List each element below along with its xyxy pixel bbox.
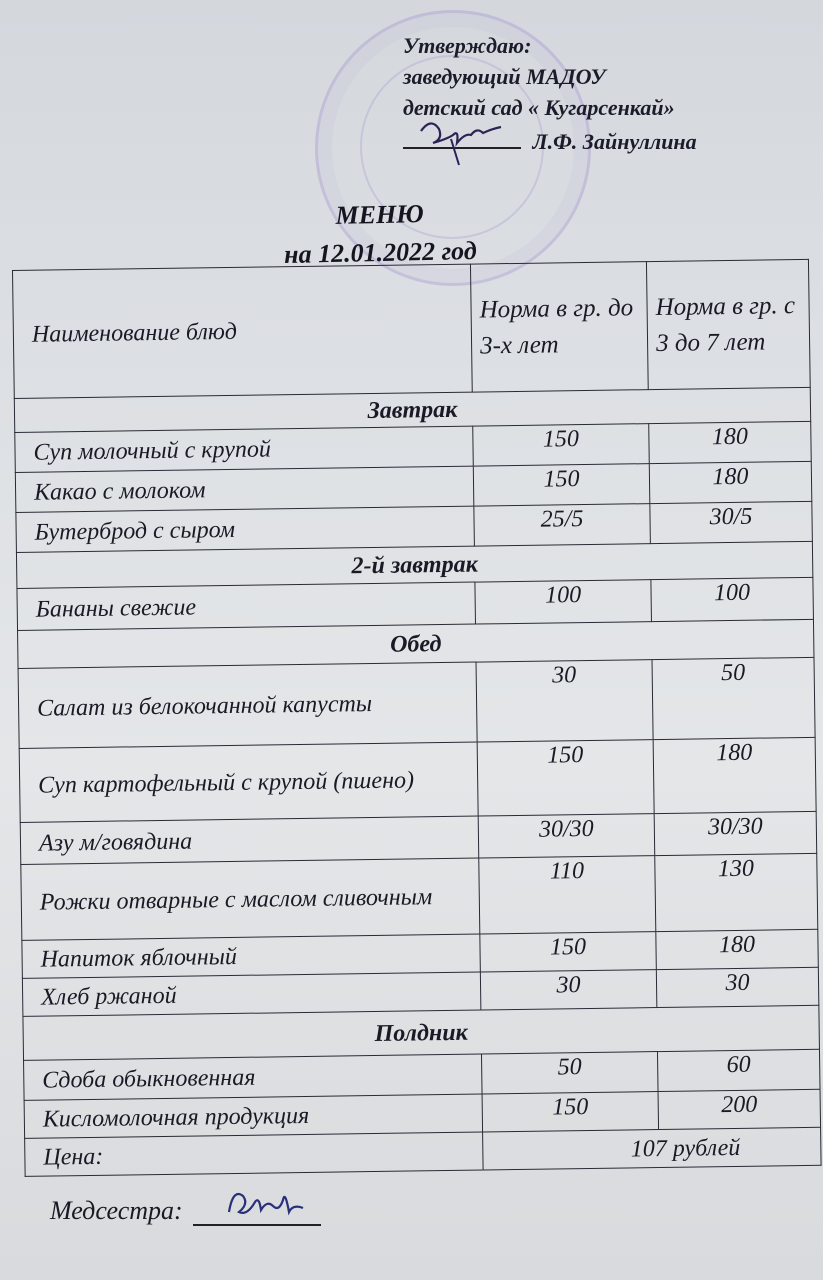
section-title: Полдник [23,1005,820,1060]
dish-name: Какао с молоком [15,466,474,512]
norm-under-3: 30 [480,970,657,1010]
norm-3-to-7: 60 [657,1049,820,1091]
approval-position: заведующий МАДОУ [403,64,606,89]
norm-3-to-7: 30/30 [654,811,817,855]
nurse-signature [193,1198,321,1226]
header-dish-name: Наименование блюд [13,264,473,398]
norm-3-to-7: 180 [656,929,819,969]
approval-block [403,30,697,157]
norm-under-3: 50 [481,1052,658,1094]
norm-3-to-7: 180 [649,421,812,463]
nurse-signature-block [50,1196,321,1226]
dish-name: Бутерброд с сыром [16,506,475,552]
norm-3-to-7: 50 [652,657,815,739]
norm-under-3: 25/5 [474,504,651,546]
norm-3-to-7: 180 [649,461,812,503]
norm-under-3: 110 [479,856,656,934]
table-row [18,657,815,748]
dish-name: Хлеб ржаной [22,972,480,1016]
norm-under-3: 150 [477,740,654,816]
approval-heading: Утверждаю: [403,33,532,58]
norm-under-3: 150 [480,932,657,972]
norm-under-3: 150 [482,1092,659,1132]
price-value: 107 рублей [483,1127,821,1170]
dish-name: Напиток яблочный [22,934,480,978]
norm-under-3: 30/30 [478,814,655,858]
approval-signature-row [403,123,697,157]
norm-3-to-7: 100 [651,577,814,621]
norm-3-to-7: 30/5 [650,501,813,543]
dish-name: Суп картофельный с крупой (пшено) [19,742,478,822]
header-norm-under-3: Норма в гр. до 3-х лет [470,262,648,392]
dish-name: Азу м/говядина [20,816,479,864]
norm-under-3: 30 [476,660,653,742]
norm-3-to-7: 180 [653,737,816,813]
norm-3-to-7: 130 [655,853,818,931]
norm-3-to-7: 30 [656,967,819,1007]
dish-name: Рожки отварные с маслом сливочным [21,858,480,940]
dish-name: Суп молочный с крупой [15,426,474,472]
section-title: Завтрак [14,387,810,432]
menu-title: МЕНЮ [335,199,424,230]
price-label: Цена: [25,1132,483,1176]
dish-name: Салат из белокочанной капусты [18,662,477,748]
norm-under-3: 100 [475,580,652,624]
approval-signer: Л.Ф. Зайнуллина [532,129,697,154]
header-norm-3-to-7: Норма в гр. с 3 до 7 лет [646,259,810,389]
norm-under-3: 150 [473,464,650,506]
director-signature [403,123,521,149]
table-row [19,737,816,822]
norm-under-3: 150 [473,424,650,466]
section-title: Обед [18,619,814,668]
table-row [21,853,818,940]
menu-date: на 12.01.2022 год [283,235,477,270]
section-title: 2-й завтрак [16,541,812,588]
dish-name: Сдоба обыкновенная [24,1054,483,1100]
dish-name: Кисломолочная продукция [24,1094,482,1138]
norm-3-to-7: 200 [658,1089,821,1129]
approval-organization: детский сад « Кугарсенкай» [403,95,675,120]
nurse-label: Медсестра: [50,1196,183,1225]
table-header-row [13,259,811,398]
dish-name: Бананы свежие [17,582,476,630]
menu-table-wrapper [12,259,821,1177]
menu-table [12,259,822,1177]
